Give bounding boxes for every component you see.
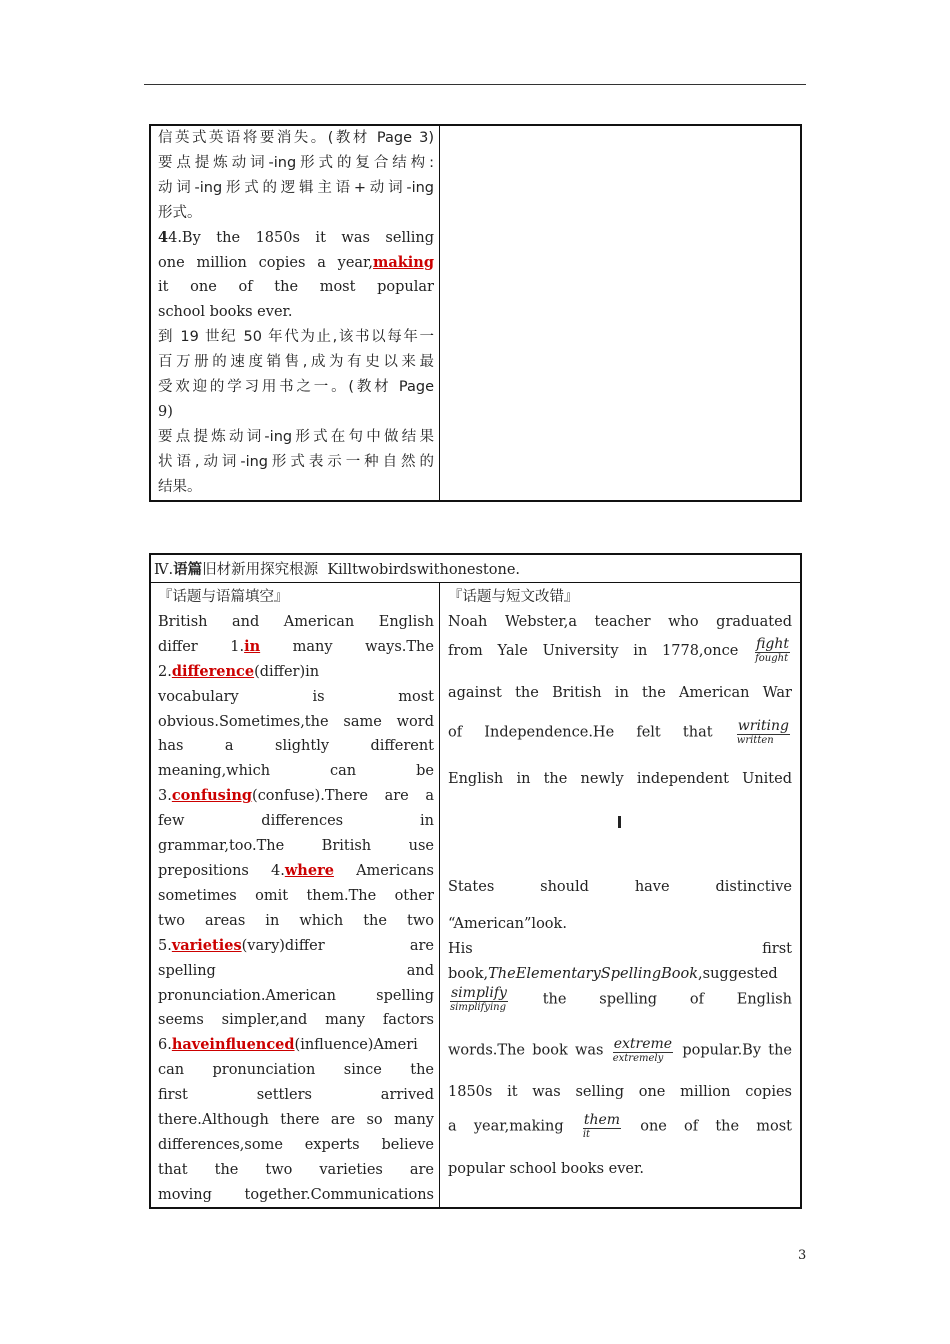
text-line: 2.difference(differ)in xyxy=(158,662,320,680)
discourse-table xyxy=(149,553,802,1209)
text-line: vocabulary is most xyxy=(158,688,434,705)
text-line: that the two varieties are xyxy=(158,1161,434,1178)
section-heading: 『话题与短文改错』 xyxy=(448,589,579,605)
blank-3-answer: confusing xyxy=(171,787,253,805)
blank-4-answer: where xyxy=(284,861,334,879)
text-line: simplify simplifying the spelling of English xyxy=(450,985,792,1014)
error-correction-passage xyxy=(448,585,792,1182)
correction-1: fight fought xyxy=(755,636,790,665)
text-line: 3.confusing(confuse).There are a xyxy=(158,787,434,805)
blank-2-answer: difference xyxy=(171,662,255,680)
text-line: 6.haveinfluenced(influence)Ameri xyxy=(158,1036,418,1054)
text-line: few differences in xyxy=(158,813,434,830)
text-line: moving together.Communications xyxy=(158,1186,434,1203)
header-rule xyxy=(144,84,806,85)
text-line: can pronunciation since the xyxy=(158,1062,434,1079)
text-line: 5.varieties(vary)differ are xyxy=(158,936,434,954)
text-line: against the British in the American War xyxy=(448,684,792,701)
translation-line: 到 19 世纪 50 年代为止,该书以每年一 xyxy=(158,329,434,346)
text-line: 要点提炼动词-ing形式在句中做结果 xyxy=(158,428,434,445)
text-line: “American”look. xyxy=(448,915,567,932)
text-line: has a slightly different xyxy=(158,738,434,755)
cursor-mark xyxy=(618,816,621,828)
text-line: two areas in which the two xyxy=(158,912,434,929)
blank-5-answer: varieties xyxy=(171,936,242,954)
text-line: words.The book was extreme extremely popular.By the xyxy=(448,1036,792,1065)
text-line: sometimes omit them.The other xyxy=(158,887,434,904)
blank-1-answer: in xyxy=(244,637,261,655)
text-line: British and American English xyxy=(158,613,434,630)
page-number: 3 xyxy=(798,1248,807,1263)
blank-6-answer: haveinfluenced xyxy=(171,1036,295,1054)
continuation-table xyxy=(149,124,802,502)
text-line: 1850s it was selling one million copies xyxy=(448,1084,792,1101)
text-line: first settlers arrived xyxy=(158,1087,434,1104)
section-heading: 『话题与语篇填空』 xyxy=(158,589,289,605)
text-line: of Independence.He felt that writing written xyxy=(448,717,790,746)
translation-line: 百万册的速度销售,成为有史以来最 xyxy=(158,354,434,371)
correction-2: writing written xyxy=(736,717,790,746)
text-line: there.Although there are so many xyxy=(158,1112,434,1129)
example-sentence: school books ever. xyxy=(158,304,293,321)
text-line: from Yale University in 1778,once fight fought xyxy=(448,636,790,665)
text-line: pronunciation.American spelling xyxy=(158,987,434,1004)
item-number: 4 xyxy=(158,228,169,246)
text-line: Noah Webster,a teacher who graduated xyxy=(448,613,792,630)
text-line: obvious.Sometimes,the same word xyxy=(158,713,434,730)
example-sentence: one million copies a year,making xyxy=(158,253,434,271)
text-line: popular school books ever. xyxy=(448,1161,644,1178)
text-line: 状语,动词-ing形式表示一种自然的 xyxy=(158,453,434,470)
correction-3: simplify simplifying xyxy=(450,985,507,1014)
text-line: 要点提炼动词-ing形式的复合结构: xyxy=(158,154,434,171)
correction-5: them it xyxy=(582,1112,621,1141)
text-line: 信英式英语将要消失。(教材 Page 3) xyxy=(158,130,434,146)
column-divider xyxy=(439,582,440,1207)
translation-line: 9) xyxy=(158,403,173,420)
text-line: book,TheElementarySpellingBook,suggested xyxy=(448,965,778,982)
translation-line: 受欢迎的学习用书之一。(教材 Page xyxy=(158,379,434,396)
text-line: seems simpler,and many factors xyxy=(158,1012,434,1029)
language-points-cell xyxy=(158,126,434,500)
section-title: Ⅳ.语篇旧材新用探究根源 Killtwobirdswithonestone. xyxy=(154,561,521,578)
text-line: meaning,which can be xyxy=(158,763,434,780)
cloze-passage xyxy=(158,585,434,1208)
text-line: His first xyxy=(448,940,792,957)
text-line: prepositions 4.where Americans xyxy=(158,861,434,879)
text-line: 结果。 xyxy=(158,478,202,495)
text-line: grammar,too.The British use xyxy=(158,838,434,855)
answer-making: making xyxy=(373,253,434,271)
text-line: English in the newly independent United xyxy=(448,770,792,787)
text-line: differences,some experts believe xyxy=(158,1136,434,1153)
text-line: 动词-ing形式的逻辑主语+动词-ing xyxy=(158,179,434,196)
book-title: TheElementarySpellingBook xyxy=(488,965,699,982)
text-line: differ 1.in many ways.The xyxy=(158,637,434,655)
correction-4: extreme extremely xyxy=(612,1036,673,1065)
example-sentence: it one of the most popular xyxy=(158,279,434,296)
text-line: a year,making them it one of the most xyxy=(448,1112,793,1141)
example-sentence: 44.By the 1850s it was selling xyxy=(158,228,434,246)
header-divider xyxy=(151,582,800,583)
column-divider xyxy=(439,126,440,500)
text-line: spelling and xyxy=(158,962,434,979)
text-line: 形式。 xyxy=(158,204,202,221)
text-line: States should have distinctive xyxy=(448,878,792,895)
